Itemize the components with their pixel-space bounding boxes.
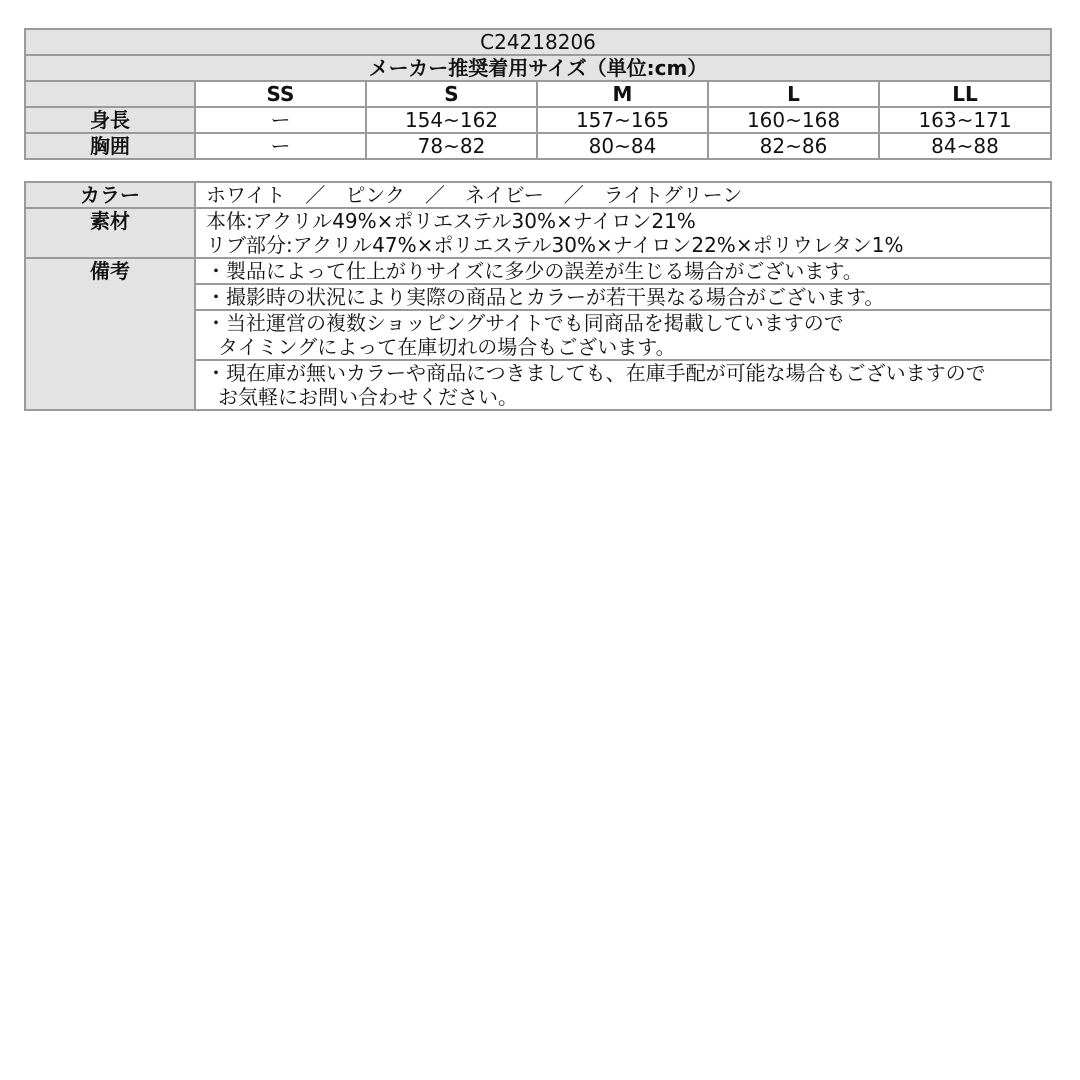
size-table-heading: メーカー推奨着用サイズ（単位:cm） bbox=[25, 55, 1051, 81]
note-2-line-1: ・撮影時の状況により実際の商品とカラーが若干異なる場合がございます。 bbox=[206, 285, 885, 309]
height-label: 身長 bbox=[25, 107, 195, 133]
size-header-l: L bbox=[708, 81, 879, 107]
note-4-line-2: お気軽にお問い合わせください。 bbox=[218, 385, 518, 409]
size-header-ss: SS bbox=[195, 81, 366, 107]
chest-s: 78~82 bbox=[366, 133, 537, 159]
height-s: 154~162 bbox=[366, 107, 537, 133]
color-row bbox=[25, 182, 1051, 208]
size-table bbox=[24, 28, 1052, 160]
size-header-s: S bbox=[366, 81, 537, 107]
chest-ll: 84~88 bbox=[879, 133, 1051, 159]
note-item bbox=[195, 360, 1051, 410]
height-ss: ー bbox=[195, 107, 366, 133]
spec-table bbox=[24, 181, 1052, 411]
size-header-ll: LL bbox=[879, 81, 1051, 107]
color-value: ホワイト ／ ピンク ／ ネイビー ／ ライトグリーン bbox=[195, 182, 1051, 208]
size-header-blank bbox=[25, 81, 195, 107]
note-3-line-2: タイミングによって在庫切れの場合もございます。 bbox=[218, 335, 676, 359]
note-item bbox=[195, 284, 1051, 310]
notes-label: 備考 bbox=[25, 258, 195, 410]
size-header-m: M bbox=[537, 81, 708, 107]
note-4-line-1: ・現在庫が無いカラーや商品につきましても、在庫手配が可能な場合もございますので bbox=[206, 361, 986, 385]
height-l: 160~168 bbox=[708, 107, 879, 133]
height-row bbox=[25, 107, 1051, 133]
material-line-body: 本体:アクリル49%×ポリエステル30%×ナイロン21% bbox=[206, 209, 696, 233]
material-row bbox=[25, 208, 1051, 258]
color-label: カラー bbox=[25, 182, 195, 208]
height-m: 157~165 bbox=[537, 107, 708, 133]
material-value bbox=[195, 208, 1051, 258]
chest-ss: ー bbox=[195, 133, 366, 159]
note-1-line-1: ・製品によって仕上がりサイズに多少の誤差が生じる場合がございます。 bbox=[206, 259, 863, 283]
chest-row bbox=[25, 133, 1051, 159]
product-code: C24218206 bbox=[25, 29, 1051, 55]
note-item bbox=[195, 258, 1051, 284]
chest-m: 80~84 bbox=[537, 133, 708, 159]
note-3-line-1: ・当社運営の複数ショッピングサイトでも同商品を掲載していますので bbox=[206, 311, 844, 335]
chest-label: 胸囲 bbox=[25, 133, 195, 159]
chest-l: 82~86 bbox=[708, 133, 879, 159]
notes-row-1 bbox=[25, 258, 1051, 284]
height-ll: 163~171 bbox=[879, 107, 1051, 133]
material-line-rib: リブ部分:アクリル47%×ポリエステル30%×ナイロン22%×ポリウレタン1% bbox=[206, 233, 904, 257]
note-item bbox=[195, 310, 1051, 360]
material-label: 素材 bbox=[25, 208, 195, 258]
